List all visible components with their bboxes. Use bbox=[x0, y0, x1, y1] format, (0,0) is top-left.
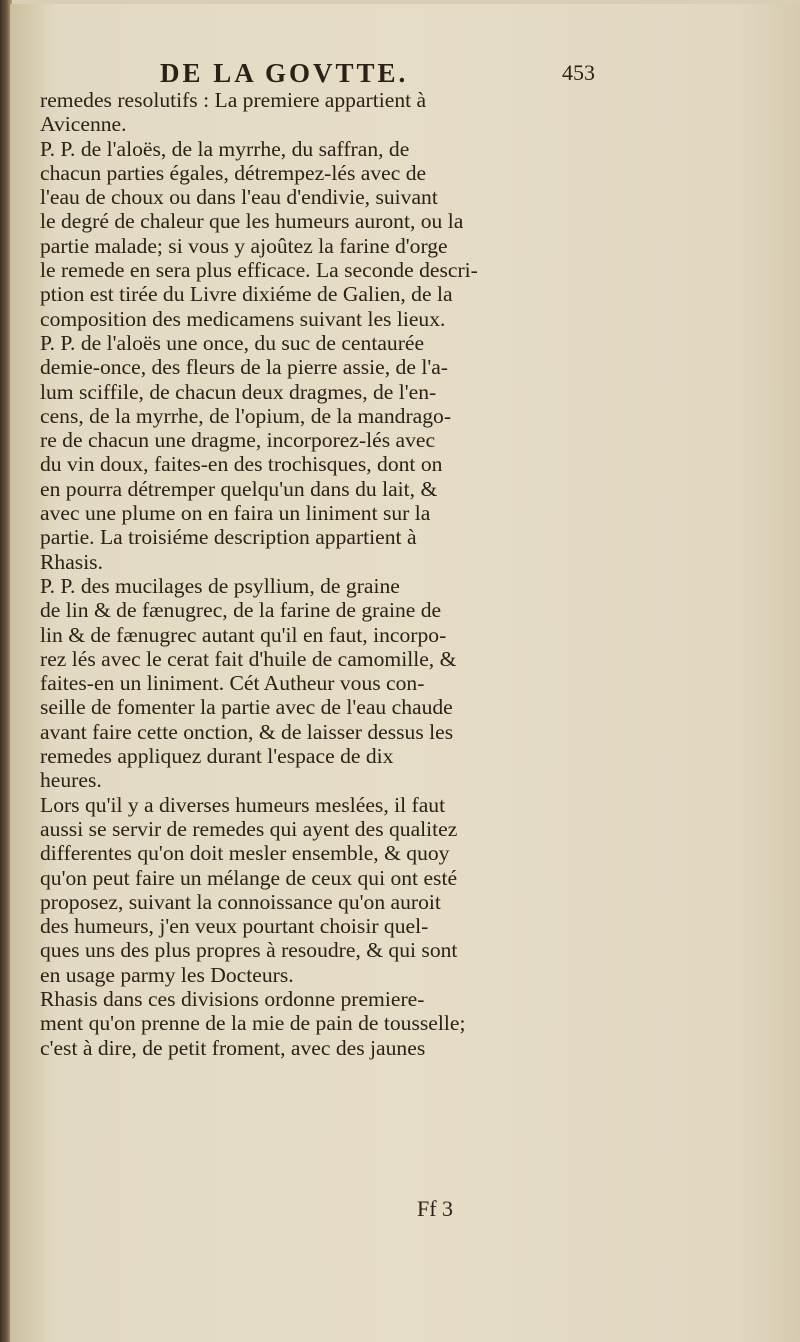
text-line: Rhasis. bbox=[40, 549, 103, 574]
text-line: chacun parties égales, détrempez-lés avec de bbox=[40, 160, 427, 185]
text-line: ption est tirée du Livre dixiéme de Galien, de la bbox=[40, 282, 453, 307]
text-line: Avicenne. bbox=[40, 112, 127, 137]
text-line: aussi se servir de remedes qui ayent des qualitez bbox=[40, 816, 458, 841]
text-line: Rhasis dans ces divisions ordonne premiere- bbox=[40, 986, 425, 1011]
text-line: cens, de la myrrhe, de l'opium, de la mandrago- bbox=[40, 403, 452, 428]
running-title: DE LA GOVTTE. bbox=[160, 58, 409, 88]
text-line: ment qu'on prenne de la mie de pain de tousselle; bbox=[40, 1011, 466, 1036]
text-line: P. P. des mucilages de psyllium, de graine bbox=[40, 573, 400, 598]
text-line: ques uns des plus propres à resoudre, & qui sont bbox=[40, 938, 458, 963]
text-line: lin & de fænugrec autant qu'il en faut, incorpo- bbox=[40, 622, 447, 647]
text-line: de lin & de fænugrec, de la farine de graine de bbox=[40, 598, 442, 623]
text-line: demie-once, des fleurs de la pierre assie, de l'a- bbox=[40, 355, 448, 380]
text-line: le degré de chaleur que les humeurs auront, ou la bbox=[40, 209, 464, 234]
text-line: des humeurs, j'en veux pourtant choisir quel- bbox=[40, 914, 429, 939]
text-line: remedes resolutifs : La premiere appartient à bbox=[40, 88, 427, 112]
text-line: composition des medicamens suivant les lieux. bbox=[40, 306, 446, 331]
text-line: du vin doux, faites-en des trochisques, dont on bbox=[40, 452, 443, 477]
text-line: qu'on peut faire un mélange de ceux qui ont esté bbox=[40, 865, 458, 890]
text-line: partie. La troisiéme description appartient à bbox=[40, 525, 417, 550]
text-line: rez lés avec le cerat fait d'huile de camomille, & bbox=[40, 646, 457, 671]
text-line: P. P. de l'aloës, de la myrrhe, du saffran, de bbox=[40, 136, 410, 161]
text-line: faites-en un liniment. Cét Autheur vous con- bbox=[40, 671, 425, 696]
text-line: l'eau de choux ou dans l'eau d'endivie, suivant bbox=[40, 185, 438, 210]
page-number: 453 bbox=[562, 60, 595, 85]
text-line: proposez, suivant la connoissance qu'on auroit bbox=[40, 889, 441, 914]
text-line: Lors qu'il y a diverses humeurs meslées, il faut bbox=[40, 792, 446, 817]
text-line: lum sciffile, de chacun deux dragmes, de l'en- bbox=[40, 379, 437, 404]
text-line: avant faire cette onction, & de laisser dessus les bbox=[40, 719, 454, 744]
text-line: le remede en sera plus efficace. La seconde descri- bbox=[40, 258, 478, 283]
text-line: differentes qu'on doit mesler ensemble, & quoy bbox=[40, 841, 450, 866]
page-header bbox=[0, 58, 800, 92]
text-line: seille de fomenter la partie avec de l'eau chaude bbox=[40, 695, 453, 720]
text-line: c'est à dire, de petit froment, avec des jaunes bbox=[40, 1035, 426, 1060]
text-line: re de chacun une dragme, incorporez-lés avec bbox=[40, 428, 436, 453]
text-line: P. P. de l'aloës une once, du suc de centaurée bbox=[40, 330, 425, 355]
text-line: remedes appliquez durant l'espace de dix bbox=[40, 744, 394, 769]
body-text bbox=[40, 88, 612, 1060]
text-line: partie malade; si vous y ajoûtez la farine d'orge bbox=[40, 233, 448, 258]
signature-mark: Ff 3 bbox=[417, 1196, 454, 1221]
text-line: en pourra détremper quelqu'un dans du lait, & bbox=[40, 476, 438, 501]
text-line: en usage parmy les Docteurs. bbox=[40, 962, 294, 987]
text-line: avec une plume on en faira un liniment sur la bbox=[40, 501, 431, 526]
text-line: heures. bbox=[40, 768, 102, 793]
